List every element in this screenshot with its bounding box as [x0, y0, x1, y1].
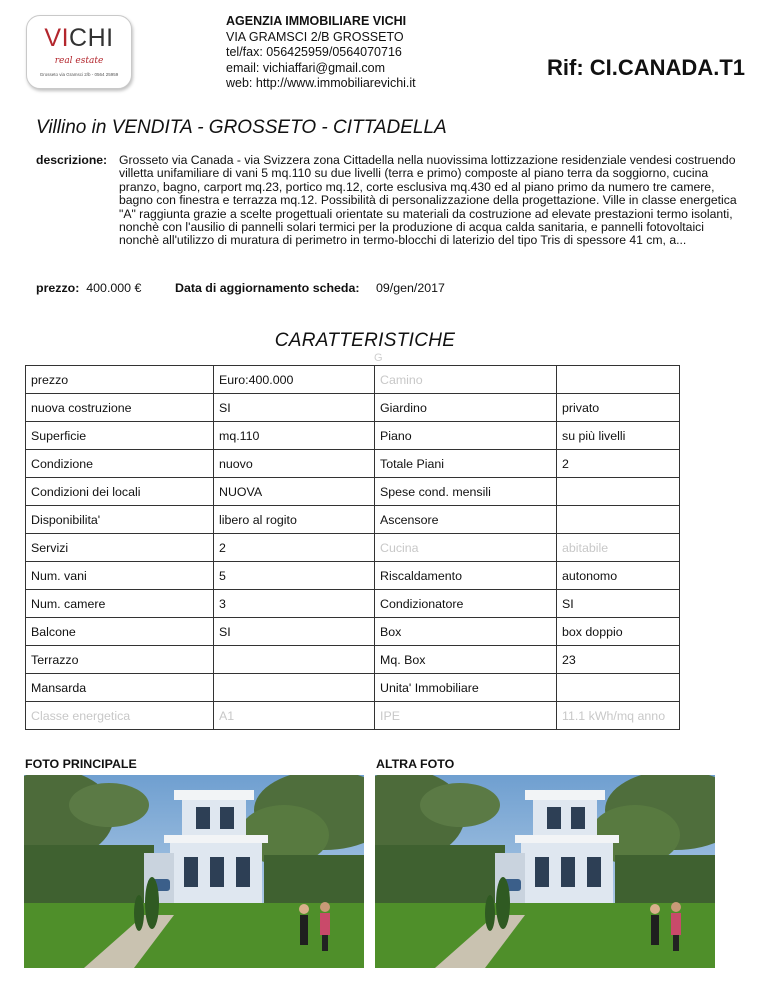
feature-value	[557, 366, 680, 394]
feature-value	[214, 646, 375, 674]
feature-row	[26, 450, 680, 478]
feature-label: IPE	[375, 702, 557, 730]
feature-label: Superficie	[26, 422, 214, 450]
agency-email: email: vichiaffari@gmail.com	[226, 60, 386, 75]
feature-value: SI	[214, 618, 375, 646]
logo-address: Grosseto via Gramsci 2/b - 0564 25959	[39, 72, 119, 77]
feature-row	[26, 702, 680, 730]
house-rendering-image	[24, 775, 364, 968]
update-item	[175, 281, 360, 295]
feature-label: Riscaldamento	[375, 562, 557, 590]
section-title-ghost: G	[374, 352, 383, 364]
agency-logo	[26, 15, 132, 89]
feature-label: Disponibilita'	[26, 506, 214, 534]
price-item	[36, 281, 141, 295]
feature-row	[26, 646, 680, 674]
feature-label: Balcone	[26, 618, 214, 646]
feature-label: Cucina	[375, 534, 557, 562]
feature-value: autonomo	[557, 562, 680, 590]
feature-label: Servizi	[26, 534, 214, 562]
feature-value: abitabile	[557, 534, 680, 562]
agency-address: VIA GRAMSCI 2/B GROSSETO	[226, 29, 404, 44]
feature-label: Box	[375, 618, 557, 646]
feature-value: 5	[214, 562, 375, 590]
feature-label: Condizione	[26, 450, 214, 478]
feature-label: Condizionatore	[375, 590, 557, 618]
other-photo[interactable]	[375, 775, 715, 968]
feature-value: mq.110	[214, 422, 375, 450]
feature-value: box doppio	[557, 618, 680, 646]
price-label: prezzo:	[36, 281, 80, 295]
feature-label: Classe energetica	[26, 702, 214, 730]
agency-phone: tel/fax: 056425959/0564070716	[226, 45, 402, 59]
main-photo-label: FOTO PRINCIPALE	[25, 757, 137, 771]
feature-label: prezzo	[26, 366, 214, 394]
feature-label: Spese cond. mensili	[375, 478, 557, 506]
features-table	[25, 365, 680, 730]
feature-label: Mansarda	[26, 674, 214, 702]
agency-web: web: http://www.immobiliarevichi.it	[226, 76, 416, 90]
house-rendering-image	[375, 775, 715, 968]
feature-value: 11.1 kWh/mq anno	[557, 702, 680, 730]
feature-value: SI	[557, 590, 680, 618]
feature-row	[26, 562, 680, 590]
description-block	[36, 154, 746, 248]
feature-value: SI	[214, 394, 375, 422]
feature-value: 2	[214, 534, 375, 562]
feature-value: libero al rogito	[214, 506, 375, 534]
feature-label: Mq. Box	[375, 646, 557, 674]
feature-row	[26, 422, 680, 450]
feature-value	[557, 674, 680, 702]
description-text: Grosseto via Canada - via Svizzera zona Cittadella nella nuovissima lottizzazione residenziale vendesi costruendo villetta unifamiliare di vani 5 mq.110 su due livelli (terra e primo) composte al piano terra da soggiorno, cucina pranzo, bagno, carport mq.23, portico mq.12, corte esclusiva mq.430 ed al piano primo da numero tre camere, bagno con finestra e terrazza mq.12. Possibilità di personalizzazione della progettazione. Ville in classe energetica "A" raggiunta grazie a scelte progettuali orientate su materiali da costruzione ad elevate prestazioni termo isolanti, nonchè con l'ausilio di pannelli solari termici per la produzione di acqua calda sanitaria, e pannelli fotovoltaici nonchè all'utilizzo di muratura di perimetro in termo-blocchi di laterizio del tipo Tris di spessore 41 cm, a...	[119, 153, 737, 248]
feature-label: Piano	[375, 422, 557, 450]
feature-value: NUOVA	[214, 478, 375, 506]
section-title: CARATTERISTICHE	[274, 330, 456, 351]
feature-value	[214, 674, 375, 702]
feature-value: 3	[214, 590, 375, 618]
listing-headline: Villino in VENDITA - GROSSETO - CITTADELLA	[36, 117, 447, 138]
update-label: Data di aggiornamento scheda:	[175, 281, 360, 295]
feature-row	[26, 506, 680, 534]
feature-label: Camino	[375, 366, 557, 394]
feature-row	[26, 366, 680, 394]
feature-label: Unita' Immobiliare	[375, 674, 557, 702]
feature-label: Terrazzo	[26, 646, 214, 674]
feature-row	[26, 394, 680, 422]
feature-row	[26, 534, 680, 562]
feature-value: Euro:400.000	[214, 366, 375, 394]
feature-label: Num. vani	[26, 562, 214, 590]
reference-code: Rif: CI.CANADA.T1	[547, 55, 745, 80]
update-value: 09/gen/2017	[376, 281, 445, 295]
agency-info	[226, 14, 416, 92]
feature-label: nuova costruzione	[26, 394, 214, 422]
description-label: descrizione:	[36, 153, 108, 167]
main-photo[interactable]	[24, 775, 364, 968]
feature-label: Ascensore	[375, 506, 557, 534]
feature-label: Num. camere	[26, 590, 214, 618]
logo-tagline: real estate	[54, 56, 104, 66]
feature-label: Giardino	[375, 394, 557, 422]
feature-label: Totale Piani	[375, 450, 557, 478]
feature-value: privato	[557, 394, 680, 422]
price-value: 400.000 €	[86, 281, 142, 295]
feature-value: 2	[557, 450, 680, 478]
feature-label: Condizioni dei locali	[26, 478, 214, 506]
feature-value: nuovo	[214, 450, 375, 478]
feature-row	[26, 618, 680, 646]
other-photo-label: ALTRA FOTO	[376, 757, 455, 771]
logo-wordmark: VICHI	[44, 24, 114, 52]
feature-value	[557, 478, 680, 506]
feature-value	[557, 506, 680, 534]
feature-row	[26, 590, 680, 618]
feature-row	[26, 674, 680, 702]
agency-name: AGENZIA IMMOBILIARE VICHI	[226, 14, 407, 28]
feature-value: A1	[214, 702, 375, 730]
feature-value: su più livelli	[557, 422, 680, 450]
feature-value: 23	[557, 646, 680, 674]
feature-row	[26, 478, 680, 506]
